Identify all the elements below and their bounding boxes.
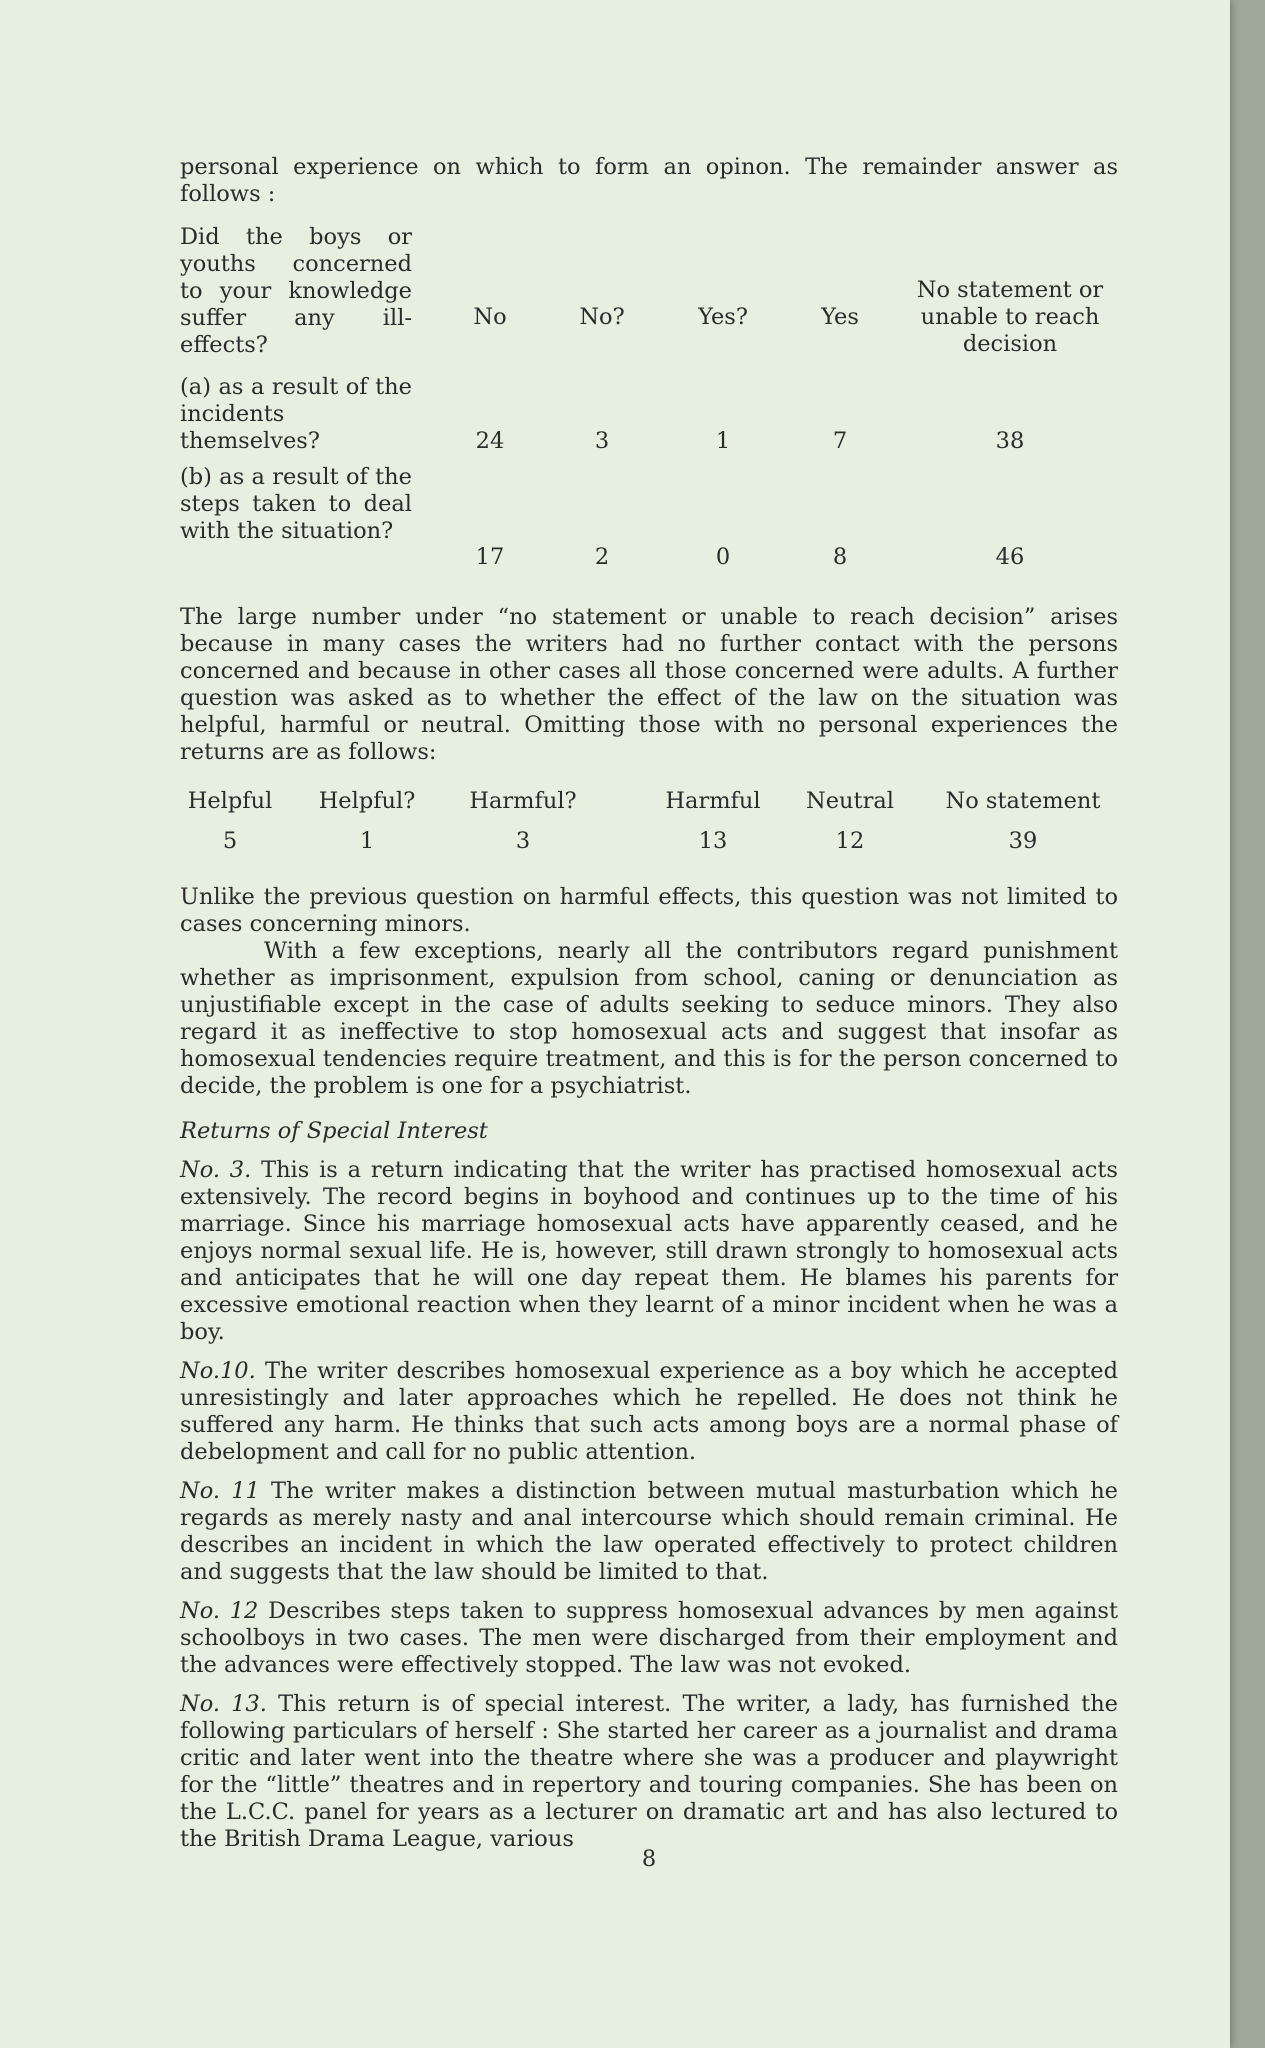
table2-header: No statement — [945, 788, 1101, 814]
return-entry — [180, 1157, 1118, 1346]
return-number: No. 13. — [180, 1691, 267, 1717]
table1-cell: 46 — [995, 544, 1025, 570]
table2-header: Neutral — [806, 788, 894, 814]
ill-effects-table — [180, 224, 1118, 592]
law-effect-table — [180, 776, 1118, 872]
return-text: This is a return indicating that the writer has practised homosexual acts extensively. The record begins in boyhood and continues up to the time of his marriage. Since his marriage homosexual acts have apparently ceased, and he enjoys normal sexual life. He is, however, still drawn strongly to homosexual acts and anticipates that he will one day repeat them. He blames his parents for excessive emotional reaction when they learnt of a minor incident when he was a boy. — [180, 1157, 1118, 1345]
table1-cell: 24 — [475, 428, 505, 454]
table2-value: 1 — [359, 828, 375, 854]
table1-header-yes: Yes — [821, 304, 859, 330]
table1-cell: 1 — [715, 428, 731, 454]
table1-cell: 3 — [594, 428, 610, 454]
table2-value: 12 — [835, 828, 865, 854]
page-content — [180, 154, 1118, 1872]
table1-question: Did the boys or youths concerned to your knowledge suffer any ill-effects? — [180, 224, 412, 358]
return-entry — [180, 1598, 1118, 1679]
table1-header-no: No — [473, 304, 507, 330]
table2-header: Helpful — [187, 788, 273, 814]
table1-cell: 8 — [832, 544, 848, 570]
table2-header: Harmful — [665, 788, 761, 814]
table2-value: 13 — [698, 828, 728, 854]
table2-header: Harmful? — [469, 788, 577, 814]
table1-cell: 17 — [475, 544, 505, 570]
table1-row-a-label: (a) as a result of the incidents themselves? — [180, 374, 412, 454]
return-text: The writer makes a distinction between mutual masturbation which he regards as merely nasty and anal intercourse which should remain criminal. He describes an incident in which the law operated effectively to protect children and suggests that the law should be limited to that. — [180, 1478, 1118, 1585]
table1-cell: 38 — [995, 428, 1025, 454]
table1-header-no-q: No? — [579, 304, 625, 330]
return-text: Describes steps taken to suppress homosexual advances by men against schoolboys in two cases. The men were discharged from their employment and the advances were effectively stopped. The law was not evoked. — [180, 1598, 1118, 1678]
table1-cell: 7 — [832, 428, 848, 454]
return-number: No. 12 — [180, 1598, 259, 1624]
exceptions-paragraph: With a few exceptions, nearly all the contributors regard punishment whether as imprisonment, expulsion from school, caning or denunciation as unjustifiable except in the case of adults seeking to seduce minors. They also regard it as ineffective to stop homosexual acts and suggest that insofar as homosexual tendencies require treatment, and this is for the person concerned to decide, the problem is one for a psychiatrist. — [180, 938, 1118, 1099]
table1-cell: 2 — [594, 544, 610, 570]
section-heading: Returns of Special Interest — [180, 1118, 488, 1144]
page-number: 8 — [641, 1846, 657, 1872]
return-number: No. 11 — [180, 1478, 260, 1504]
table1-header-yes-q: Yes? — [698, 304, 748, 330]
intro-paragraph: personal experience on which to form an opinon. The remainder answer as follows : — [180, 154, 1118, 207]
return-entry — [180, 1478, 1118, 1586]
return-number: No. 3. — [180, 1157, 252, 1183]
table2-value: 5 — [222, 828, 238, 854]
return-text: This return is of special interest. The writer, a lady, has furnished the following particulars of herself : She started her career as a journalist and drama critic and later went into the theatre where she was a producer and playwright for the “little” theatres and in repertory and touring companies. She has been on the L.C.C. panel for years as a lecturer on dramatic art and has also lectured to the British Drama League, various — [180, 1691, 1118, 1852]
table2-value: 39 — [1008, 828, 1038, 854]
table2-value: 3 — [515, 828, 531, 854]
table1-cell: 0 — [715, 544, 731, 570]
table2-header: Helpful? — [318, 788, 416, 814]
table1-header-no-statement: No statement or unable to reach decision — [916, 277, 1104, 357]
return-entry — [180, 1358, 1118, 1466]
return-number: No.10. — [180, 1358, 256, 1384]
large-number-paragraph: The large number under “no statement or unable to reach decision” arises because in many cases the writers had no further contact with the persons concerned and because in other cases all those concerned were adults. A further question was asked as to whether the effect of the law on the situation was helpful, harmful or neutral. Omitting those with no personal experiences the returns are as follows: — [180, 604, 1118, 765]
table1-row-b-label: (b) as a result of the steps taken to deal with the situation? — [180, 464, 412, 544]
unlike-paragraph: Unlike the previous question on harmful effects, this question was not limited to cases concerning minors. — [180, 884, 1118, 937]
return-entry — [180, 1691, 1118, 1853]
return-text: The writer describes homosexual experience as a boy which he accepted unresistingly and later approaches which he repelled. He does not think he suffered any harm. He thinks that such acts among boys are a normal phase of debelopment and call for no public attention. — [180, 1358, 1118, 1465]
